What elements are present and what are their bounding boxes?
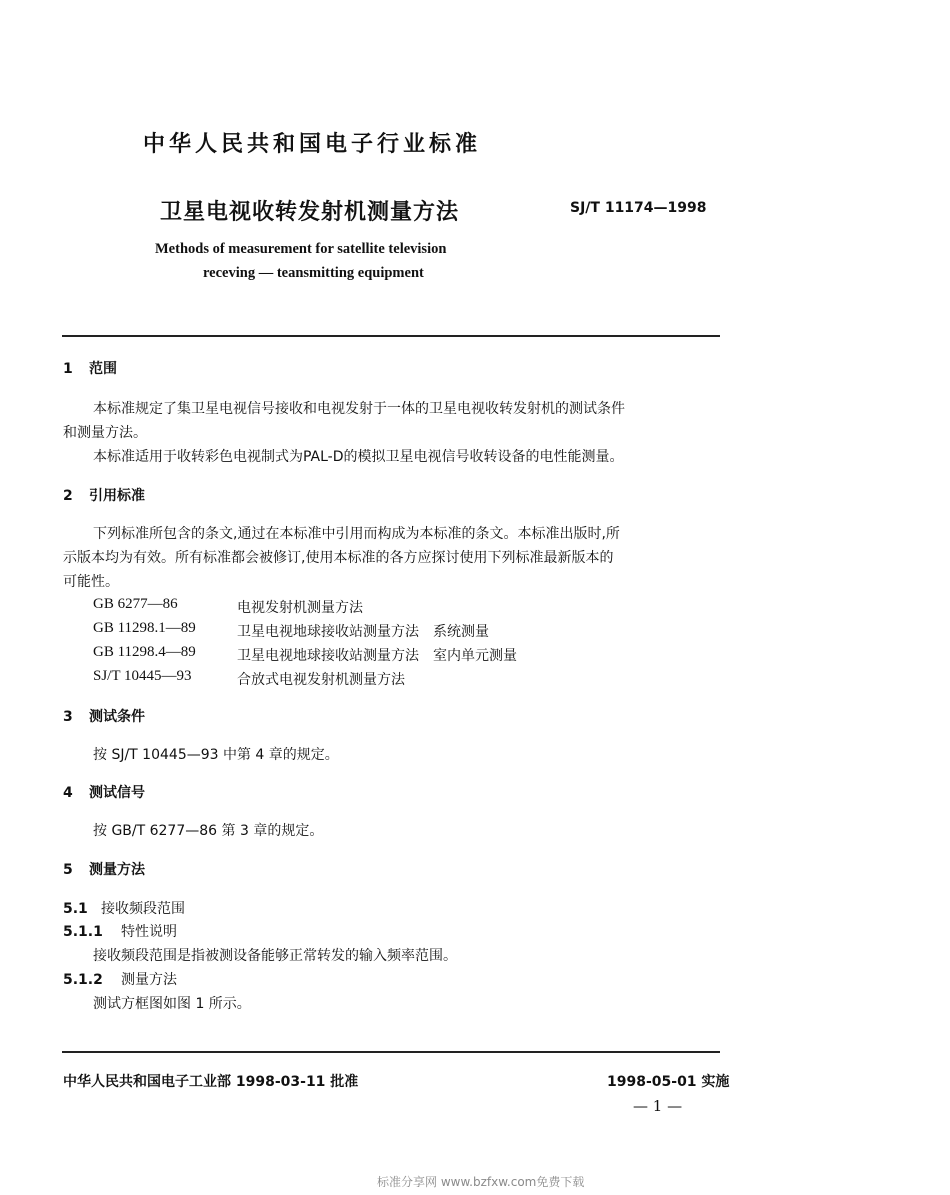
english-title-line1: Methods of measurement for satellite television xyxy=(155,241,447,257)
subsection-number: 5.1 xyxy=(63,901,88,917)
section-title: 测试信号 xyxy=(89,785,145,801)
section-2-para-line2: 示版本均为有效。所有标准都会被修订,使用本标准的各方应探讨使用下列标准最新版本的 xyxy=(63,550,614,566)
subsection-5-1-2-para: 测试方框图如图 1 所示。 xyxy=(93,996,251,1012)
section-5-heading xyxy=(63,859,145,879)
reference-code: GB 11298.4—89 xyxy=(93,644,196,660)
section-1-para1-line1: 本标准规定了集卫星电视信号接收和电视发射于一体的卫星电视收转发射机的测试条件 xyxy=(93,401,625,417)
section-1-heading xyxy=(63,358,117,378)
section-2-para-line3: 可能性。 xyxy=(63,574,119,590)
page-number: — 1 — xyxy=(633,1097,683,1115)
english-title-line2: receving — teansmitting equipment xyxy=(203,265,424,281)
subsection-title: 特性说明 xyxy=(121,924,177,940)
bottom-divider xyxy=(62,1051,720,1053)
section-3-para: 按 SJ/T 10445—93 中第 4 章的规定。 xyxy=(93,747,339,763)
reference-code: SJ/T 10445—93 xyxy=(93,668,192,684)
section-4-heading xyxy=(63,782,145,802)
top-divider xyxy=(62,335,720,337)
section-3-heading xyxy=(63,706,145,726)
section-1-para2: 本标准适用于收转彩色电视制式为PAL-D的模拟卫星电视信号收转设备的电性能测量。 xyxy=(93,449,624,465)
section-title: 测量方法 xyxy=(89,862,145,878)
section-2-para-line1: 下列标准所包含的条文,通过在本标准中引用而构成为本标准的条文。本标准出版时,所 xyxy=(93,526,620,542)
section-title: 测试条件 xyxy=(89,709,145,725)
section-number: 4 xyxy=(63,785,73,801)
section-title: 范围 xyxy=(89,361,117,377)
reference-code: GB 6277—86 xyxy=(93,596,178,612)
subsection-5-1-2-heading xyxy=(63,969,177,989)
reference-title: 电视发射机测量方法 xyxy=(237,600,363,616)
subsection-5-1-1-para: 接收频段范围是指被测设备能够正常转发的输入频率范围。 xyxy=(93,948,457,964)
section-number: 3 xyxy=(63,709,73,725)
section-1-para1-line2: 和测量方法。 xyxy=(63,425,147,441)
subsection-number: 5.1.1 xyxy=(63,924,103,940)
subsection-5-1-1-heading xyxy=(63,921,177,941)
reference-title: 合放式电视发射机测量方法 xyxy=(237,672,405,688)
section-number: 5 xyxy=(63,862,73,878)
subsection-5-1-heading xyxy=(63,898,185,918)
standard-code: SJ/T 11174—1998 xyxy=(570,200,707,216)
subsection-title: 测量方法 xyxy=(121,972,177,988)
section-title: 引用标准 xyxy=(89,488,145,504)
document-title: 卫星电视收转发射机测量方法 xyxy=(160,200,460,225)
section-number: 2 xyxy=(63,488,73,504)
reference-code: GB 11298.1—89 xyxy=(93,620,196,636)
implementation-date: 1998-05-01 实施 xyxy=(607,1074,730,1090)
section-2-heading xyxy=(63,485,145,505)
approval-statement: 中华人民共和国电子工业部 1998-03-11 批准 xyxy=(63,1074,359,1090)
subsection-title: 接收频段范围 xyxy=(101,901,185,917)
reference-title: 卫星电视地球接收站测量方法 室内单元测量 xyxy=(237,648,517,664)
section-number: 1 xyxy=(63,361,73,377)
watermark: 标准分享网 www.bzfxw.com免费下载 xyxy=(377,1175,585,1189)
section-4-para: 按 GB/T 6277—86 第 3 章的规定。 xyxy=(93,823,324,839)
reference-title: 卫星电视地球接收站测量方法 系统测量 xyxy=(237,624,489,640)
subsection-number: 5.1.2 xyxy=(63,972,103,988)
standard-category-heading: 中华人民共和国电子行业标准 xyxy=(143,132,482,157)
